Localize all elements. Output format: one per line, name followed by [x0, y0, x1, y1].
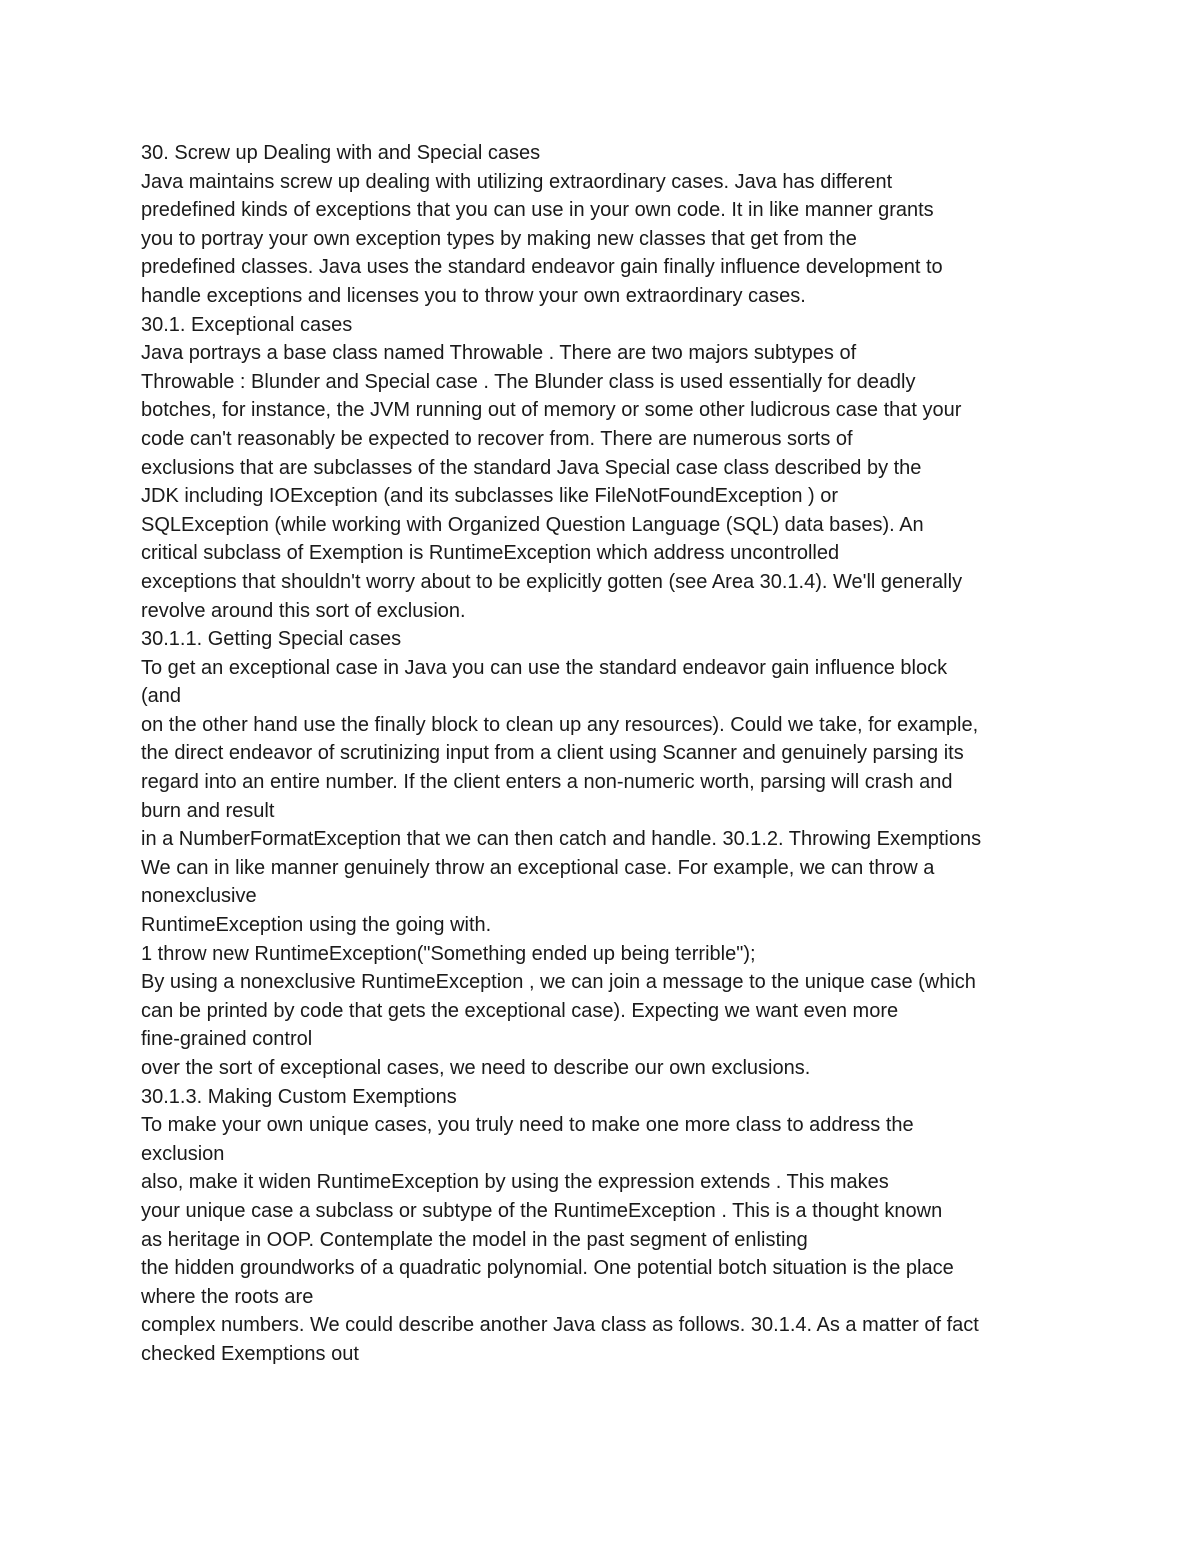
- text-line: To make your own unique cases, you truly need to make one more class to address the: [141, 1114, 914, 1137]
- text-line: RuntimeException using the going with.: [141, 914, 492, 937]
- text-line: botches, for instance, the JVM running out of memory or some other ludicrous case that your: [141, 399, 962, 422]
- text-line: as heritage in OOP. Contemplate the model in the past segment of enlisting: [141, 1228, 808, 1251]
- text-line: nonexclusive: [141, 885, 257, 908]
- text-line: To get an exceptional case in Java you can use the standard endeavor gain influence block: [141, 656, 948, 679]
- section-heading-30-1: 30.1. Exceptional cases: [141, 313, 353, 336]
- text-line: (and: [141, 685, 182, 708]
- text-line: exclusions that are subclasses of the standard Java Special case class described by the: [141, 456, 922, 479]
- text-line: revolve around this sort of exclusion.: [141, 599, 466, 622]
- text-line: the direct endeavor of scrutinizing input from a client using Scanner and genuinely parsing its: [141, 742, 964, 765]
- text-line: We can in like manner genuinely throw an exceptional case. For example, we can throw a: [141, 856, 935, 879]
- text-line: regard into an entire number. If the client enters a non-numeric worth, parsing will crash and: [141, 771, 953, 794]
- text-line: Java maintains screw up dealing with utilizing extraordinary cases. Java has different: [141, 170, 893, 193]
- text-line: predefined classes. Java uses the standard endeavor gain finally influence development to: [141, 256, 943, 279]
- text-line: in a NumberFormatException that we can then catch and handle. 30.1.2. Throwing Exemptions: [141, 828, 982, 851]
- text-line: over the sort of exceptional cases, we need to describe our own exclusions.: [141, 1057, 811, 1079]
- text-line: you to portray your own exception types by making new classes that get from the: [141, 227, 857, 250]
- section-heading-30-1-1: 30.1.1. Getting Special cases: [141, 628, 402, 651]
- text-line: checked Exemptions out: [141, 1342, 359, 1365]
- text-line: burn and result: [141, 799, 275, 822]
- text-line: Java portrays a base class named Throwable . There are two majors subtypes of: [141, 342, 857, 365]
- text-line: complex numbers. We could describe another Java class as follows. 30.1.4. As a matter of fact: [141, 1314, 979, 1337]
- text-line: critical subclass of Exemption is RuntimeException which address uncontrolled: [141, 542, 840, 565]
- text-line: fine-grained control: [141, 1028, 313, 1051]
- text-line: exclusion: [141, 1142, 225, 1165]
- text-line: SQLException (while working with Organized Question Language (SQL) data bases). An: [141, 513, 924, 536]
- text-line: By using a nonexclusive RuntimeException , we can join a message to the unique case (which: [141, 971, 976, 994]
- text-line: can be printed by code that gets the exceptional case). Expecting we want even more: [141, 999, 899, 1022]
- text-line: where the roots are: [141, 1285, 314, 1308]
- document-body: [141, 139, 1141, 1369]
- text-line: Throwable : Blunder and Special case . The Blunder class is used essentially for deadly: [141, 370, 916, 393]
- code-line: 1 throw new RuntimeException("Something ended up being terrible");: [141, 942, 756, 965]
- text-line: the hidden groundworks of a quadratic polynomial. One potential botch situation is the place: [141, 1257, 954, 1280]
- text-line: on the other hand use the finally block to clean up any resources). Could we take, for example,: [141, 713, 979, 736]
- section-heading-30-1-3: 30.1.3. Making Custom Exemptions: [141, 1085, 457, 1108]
- text-line: JDK including IOException (and its subclasses like FileNotFoundException ) or: [141, 485, 838, 508]
- section-heading-30: 30. Screw up Dealing with and Special cases: [141, 142, 541, 164]
- text-line: predefined kinds of exceptions that you can use in your own code. It in like manner grants: [141, 199, 934, 222]
- text-line: handle exceptions and licenses you to throw your own extraordinary cases.: [141, 284, 806, 307]
- text-line: code can't reasonably be expected to recover from. There are numerous sorts of: [141, 427, 853, 450]
- text-line: exceptions that shouldn't worry about to be explicitly gotten (see Area 30.1.4). We'll generally: [141, 570, 963, 593]
- text-line: also, make it widen RuntimeException by using the expression extends . This makes: [141, 1171, 889, 1194]
- text-line: your unique case a subclass or subtype of the RuntimeException . This is a thought known: [141, 1199, 943, 1222]
